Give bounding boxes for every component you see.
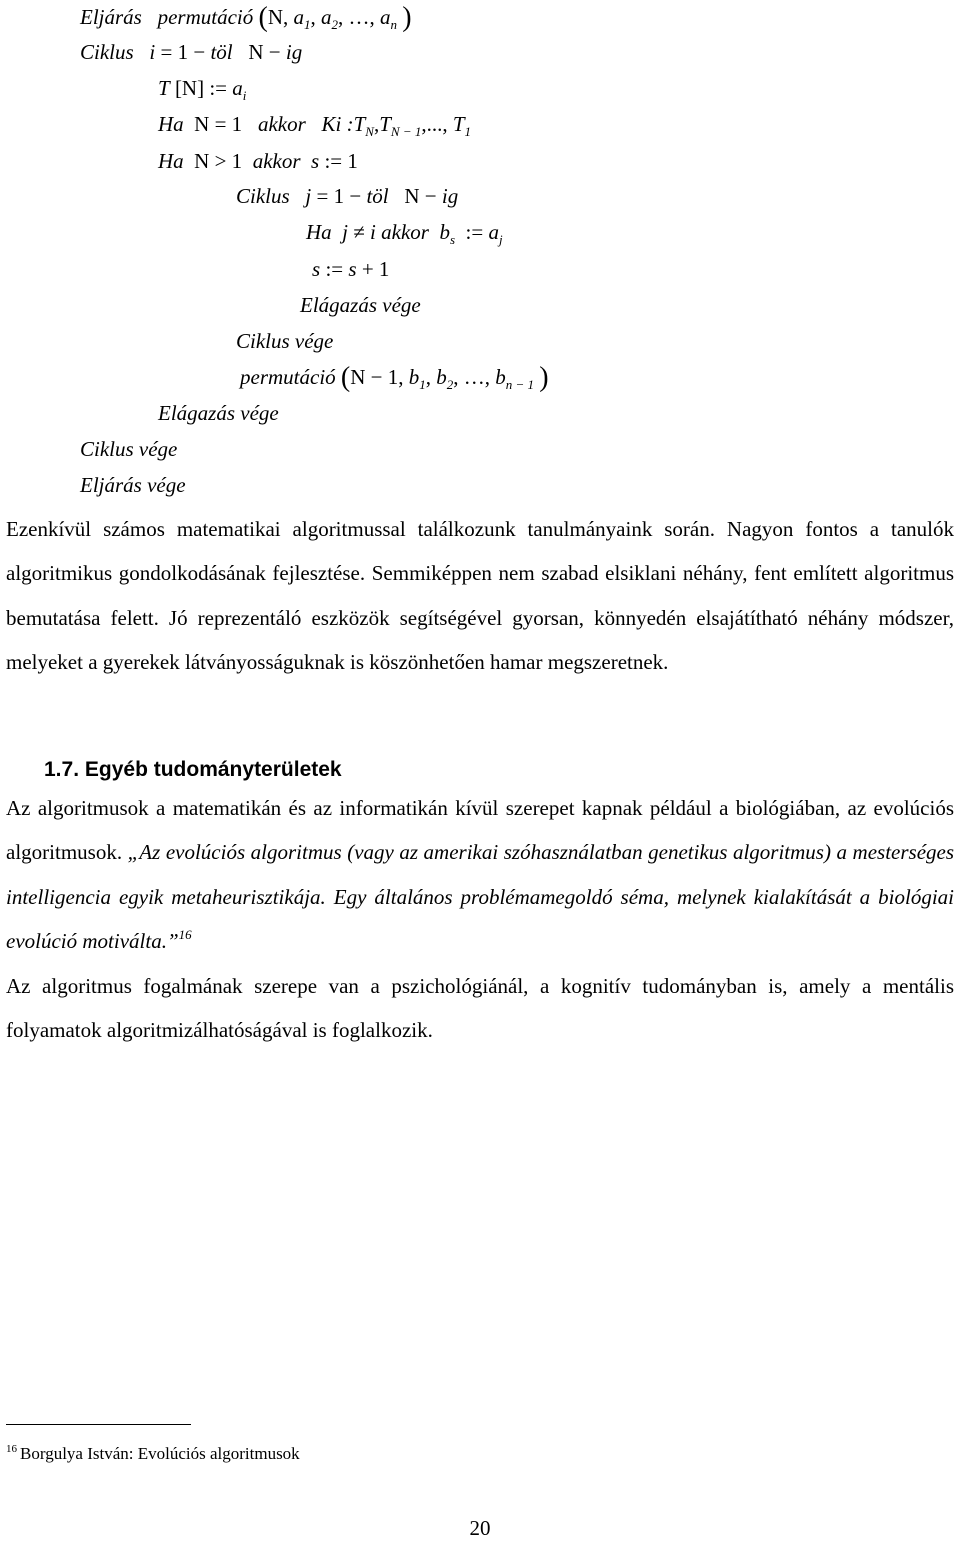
footnote [6, 1444, 300, 1464]
algo-line-endproc: Eljárás vége [80, 473, 186, 497]
algo-line-if-n1: Ha N = 1 akkor Ki $:T_N,T_{N - 1}$,..., $T_1$ [158, 112, 472, 139]
algo-line-assign-t: T [N] := $a_i$ [158, 76, 247, 103]
paragraph-evolutionary [6, 786, 954, 963]
algo-line-if-ngt1: Ha N > 1 akkor s := 1 [158, 149, 358, 173]
section-number: 1.7. [44, 758, 80, 781]
footnote-number: 16 [6, 1443, 17, 1455]
section-title: Egyéb tudományterületek [84, 758, 342, 781]
paragraph-psychology: Az algoritmus fogalmának szerepe van a pszichológiánál, a kognitív tudományban is, amely a mentális folyamatok algoritmizálhatóságával is foglalkozik. [6, 974, 954, 1043]
algo-line-endloop-j: Ciklus vége [236, 329, 334, 353]
page-number: 20 [469, 1516, 491, 1540]
quote-evolutionary: „Az evolúciós algoritmus (vagy az amerikai szóhasználatban genetikus algoritmus) a mesterséges intelligencia egyik metaheurisztikája. Egy általános problémamegoldó séma, melynek kialakítását a biológiai evolúció motiválta.” [6, 840, 955, 953]
proc-name: permutáció [157, 5, 254, 29]
algo-line-endloop-i: Ciklus vége [80, 437, 178, 461]
algo-line-if-j-ne-i: Ha j ≠ i akkor $b_s$ := $a_j$ [306, 220, 503, 247]
section-heading [44, 758, 342, 782]
algo-line-recursive-call: permutáció (N − 1, $b_1$, $b_2$, …, $b_{n - 1}$ ) [240, 362, 549, 393]
kw-procedure: Eljárás [80, 5, 142, 29]
algo-line-loop-j: Ciklus j = 1 − töl N − ig [236, 184, 459, 208]
algo-line-procedure: Eljárás permutáció (N, $a_1$, $a_2$, …, $a_n$ ) [80, 2, 412, 33]
algo-line-increment-s: s := s + 1 [312, 257, 390, 281]
algo-line-loop-i: Ciklus i = 1 − töl N − ig [80, 40, 303, 64]
footnote-divider [6, 1424, 191, 1425]
footnote-ref[interactable]: 16 [178, 926, 192, 942]
paragraph-intro: Ezenkívül számos matematikai algoritmussal találkozunk tanulmányaink során. Nagyon fontos a tanulók algoritmikus gondolkodásának fejlesztése. Semmiképpen nem szabad elsiklani néhány, fent említett algoritmus bemutatása felett. Jó reprezentáló eszközök segítségével gyorsan, könnyedén elsajátítható néhány módszer, melyeket a gyerekek látványosságuknak is köszönhetően hamar megszeretnek. [6, 517, 954, 674]
algo-line-endif-inner: Elágazás vége [300, 293, 421, 317]
paragraph-evolutionary-text: Az algoritmusok a matematikán és az informatikán kívül szerepet kapnak például a biológiában, az evolúciós algoritmusok. [6, 796, 954, 865]
algo-line-endif-outer: Elágazás vége [158, 401, 279, 425]
footnote-text: Borgulya István: Evolúciós algoritmusok [20, 1444, 300, 1463]
